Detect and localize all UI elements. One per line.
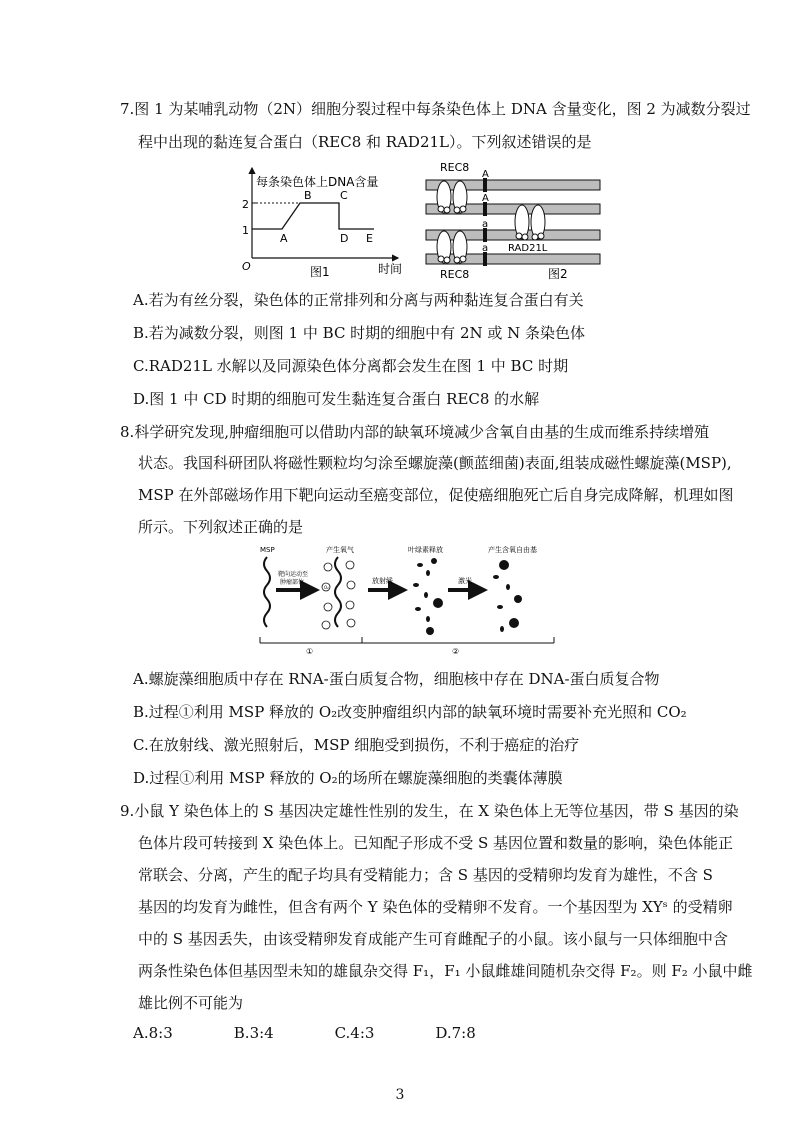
oxygen-label: 产生氧气 xyxy=(326,546,354,554)
y-tick-2: 2 xyxy=(242,198,249,211)
q8-stem-line2: 状态。我国科研团队将磁性颗粒均匀涂至螺旋藻(颤蓝细菌)表面,组装成磁性螺旋藻(MSP), xyxy=(138,454,732,472)
q8-stem-line3: MSP 在外部磁场作用下靶向运动至癌变部位，促使癌细胞死亡后自身完成降解，机理如图 xyxy=(138,486,734,504)
point-label-A: A xyxy=(280,232,288,245)
q8-option-b[interactable]: B.过程①利用 MSP 释放的 O₂改变肿瘤组织内部的缺氧环境时需要补充光照和 CO₂ xyxy=(133,703,687,721)
q8-option-a[interactable]: A.螺旋藻细胞质中存在 RNA-蛋白质复合物，细胞核中存在 DNA-蛋白质复合物 xyxy=(133,670,660,688)
dna-content-line xyxy=(252,203,374,229)
chlorophyll-label: 叶绿素释放 xyxy=(408,546,443,554)
allele-label-1: A xyxy=(482,169,489,180)
point-label-E: E xyxy=(366,232,373,245)
q7-stem-line2: 程中出现的黏连复合蛋白（REC8 和 RAD21L）。下列叙述错误的是 xyxy=(138,133,592,151)
q7-figure1-chart xyxy=(238,160,408,278)
point-label-C: C xyxy=(340,189,348,202)
x-axis-label: 时间 xyxy=(378,262,403,276)
q9-stem-line3: 常联会、分离，产生的配子均具有受精能力；含 S 基因的受精卵均发育为雄性，不含 S xyxy=(138,866,713,884)
q9-option-b[interactable]: B.3:4 xyxy=(233,1024,274,1042)
q7-figure2-chromosomes xyxy=(424,160,604,282)
q7-option-c[interactable]: C.RAD21L 水解以及同源染色体分离都会发生在图 1 中 BC 时期 xyxy=(133,357,569,375)
q9-options-row xyxy=(133,1022,531,1044)
rad21l-label: RAD21L xyxy=(508,243,548,254)
rec8-top-label: REC8 xyxy=(440,161,470,174)
q9-stem-line5: 中的 S 基因丢失，由该受精卵发育成能产生可育雌配子的小鼠。该小鼠与一只体细胞中含 xyxy=(138,930,728,948)
q9-stem-line1: 9.小鼠 Y 染色体上的 S 基因决定雄性性别的发生，在 X 染色体上无等位基因，带 S 基因的染 xyxy=(120,802,739,820)
point-label-D: D xyxy=(340,232,349,245)
q9-option-a[interactable]: A.8:3 xyxy=(133,1024,173,1042)
q9-stem-line4: 基因的均发育为雌性，但含有两个 Y 染色体的受精卵不发育。一个基因型为 XYˢ 的受精卵 xyxy=(138,898,733,916)
rec8-bottom-label: REC8 xyxy=(440,268,470,281)
arrow1-label-b: 肿瘤部位 xyxy=(280,579,305,586)
point-label-B: B xyxy=(304,189,312,202)
q7-option-b[interactable]: B.若为减数分裂，则图 1 中 BC 时期的细胞中有 2N 或 N 条染色体 xyxy=(133,324,586,342)
radical-label: 产生含氧自由基 xyxy=(488,546,537,554)
q9-stem-line2: 色体片段可转接到 X 染色体上。已知配子形成不受 S 基因位置和数量的影响，染色体能正 xyxy=(138,834,734,852)
q8-option-d[interactable]: D.过程①利用 MSP 释放的 O₂的场所在螺旋藻细胞的类囊体薄膜 xyxy=(133,769,563,787)
fragments-2 xyxy=(493,560,522,632)
origin-label: O xyxy=(242,260,251,273)
msp-label: MSP xyxy=(260,546,275,554)
y-axis-label: 每条染色体上DNA含量 xyxy=(256,175,379,189)
q8-option-c[interactable]: C.在放射线、激光照射后，MSP 细胞受到损伤，不利于癌症的治疗 xyxy=(133,736,580,754)
arrow2-label: 放射线 xyxy=(372,577,393,585)
arrow3-label: 激光 xyxy=(458,577,472,585)
q7-option-a[interactable]: A.若为有丝分裂，染色体的正常排列和分离与两种黏连复合蛋白有关 xyxy=(133,291,584,309)
figure1-caption: 图1 xyxy=(310,265,330,278)
o2-bubble-label: O₂ xyxy=(324,585,329,590)
y-tick-1: 1 xyxy=(242,224,249,237)
q8-stem-line1: 8.科学研究发现,肿瘤细胞可以借助内部的缺氧环境减少含氧自由基的生成而维系持续增殖 xyxy=(120,423,710,441)
rec8-cohesin-rings xyxy=(437,181,467,263)
step2-label: ② xyxy=(452,647,460,655)
allele-label-4: a xyxy=(482,243,489,254)
figure2-caption: 图2 xyxy=(548,267,568,281)
q9-stem-line7: 雄比例不可能为 xyxy=(138,994,244,1012)
msp-spiral xyxy=(264,557,270,627)
q7-option-d[interactable]: D.图 1 中 CD 时期的细胞可发生黏连复合蛋白 REC8 的水解 xyxy=(133,390,540,408)
q9-stem-line6: 两条性染色体但基因型未知的雄鼠杂交得 F₁，F₁ 小鼠雌雄间随机杂交得 F₂。则 F₂ 小鼠中雌 xyxy=(138,962,753,980)
fragments-1 xyxy=(413,558,443,635)
step1-label: ① xyxy=(306,647,314,655)
q9-option-c[interactable]: C.4:3 xyxy=(334,1024,375,1042)
q9-option-d[interactable]: D.7:8 xyxy=(435,1024,476,1042)
allele-label-2: A xyxy=(482,193,489,204)
arrow1-label-a: 靶向运动至 xyxy=(278,571,309,578)
allele-label-3: a xyxy=(482,219,489,230)
q8-mechanism-figure xyxy=(258,543,558,655)
page-number: 3 xyxy=(395,1087,405,1103)
q8-stem-line4: 所示。下列叙述正确的是 xyxy=(138,518,304,536)
q7-stem-line1: 7.图 1 为某哺乳动物（2N）细胞分裂过程中每条染色体上 DNA 含量变化，图 2 为减数分裂过 xyxy=(120,100,751,118)
